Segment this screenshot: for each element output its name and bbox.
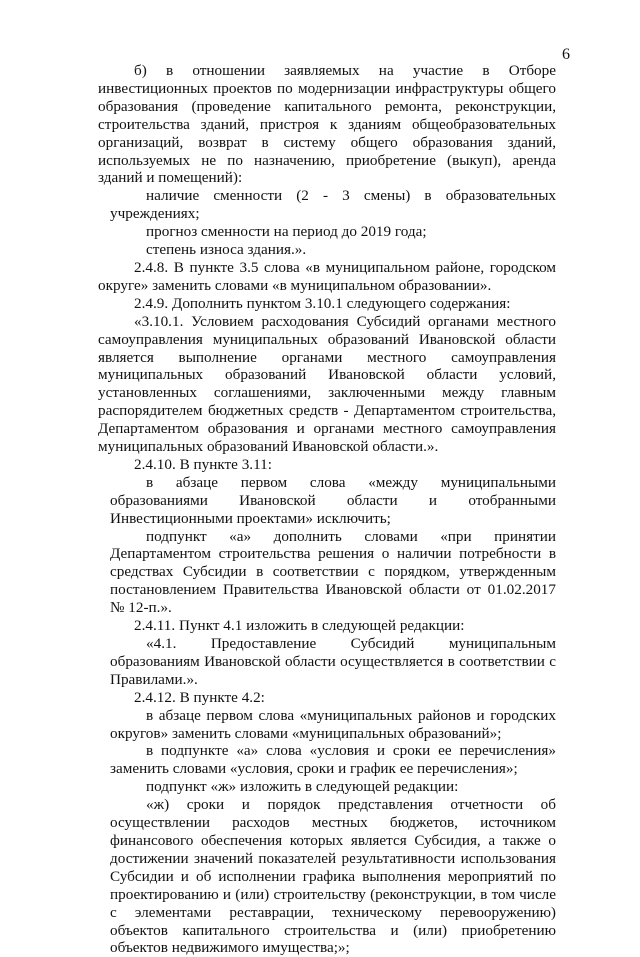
document-body	[98, 62, 556, 957]
criterion-shift-count: наличие сменности (2 - 3 смены) в образовательных учреждениях;	[110, 187, 556, 223]
clause-2-4-12-subparagraph-a: в подпункте «а» слова «условия и сроки ее перечисления» заменить словами «условия, сроки и график ее перечисления»;	[110, 742, 556, 778]
clause-2-4-11: 2.4.11. Пункт 4.1 изложить в следующей редакции:	[134, 617, 465, 635]
criterion-building-wear: степень износа здания.».	[146, 241, 307, 259]
clause-2-4-12-subparagraph-zh-heading: подпункт «ж» изложить в следующей редакции:	[146, 778, 459, 796]
page-number: 6	[562, 46, 570, 63]
clause-2-4-9: 2.4.9. Дополнить пунктом 3.10.1 следующего содержания:	[134, 294, 511, 312]
clause-2-4-10-first-paragraph: в абзаце первом слова «между муниципальными образованиями Ивановской области и отобранными Инвестиционными проектами» исключить;	[110, 473, 556, 527]
clause-2-4-12-first-paragraph: в абзаце первом слова «муниципальных районов и городских округов» заменить словами «муниципальных образований»;	[110, 706, 556, 742]
clause-3-10-1-text: «3.10.1. Условием расходования Субсидий органами местного самоуправления муниципальных образований Ивановской области является выполнение органами местного самоуправления муниципальных образований Ивановской области условий, установленных соглашениями, заключенными между главным распорядителем бюджетных средств - Департаментом строительства, Департаментом образования и органами местного самоуправления муниципальных образований Ивановской области.».	[98, 312, 556, 456]
clause-2-4-12: 2.4.12. В пункте 4.2:	[134, 688, 265, 706]
paragraph-b-criteria: б) в отношении заявляемых на участие в Отборе инвестиционных проектов по модернизации инфраструктуры общего образования (проведение капитального ремонта, реконструкции, строительства зданий, пристроя к зданиям общеобразовательных организаций, возврат в систему общего образования зданий, используемых не по назначению, приобретение (выкуп), аренда зданий и помещений):	[98, 62, 556, 187]
clause-subparagraph-zh-text: «ж) сроки и порядок представления отчетности об осуществлении расходов местных бюджетов, источником финансового обеспечения которых является Субсидия, а также о достижении значений показателей результативности использования Субсидии и об исполнении графика выполнения мероприятий по проектированию и (или) строительству (реконструкции, в том числе с элементами реставрации, техническому перевооружению) объектов капитального строительства и (или) приобретению объектов недвижимого имущества;»;	[110, 796, 556, 957]
criterion-shift-forecast: прогноз сменности на период до 2019 года;	[146, 223, 427, 241]
clause-4-1-text: «4.1. Предоставление Субсидий муниципальным образованиям Ивановской области осуществляется в соответствии с Правилами.».	[110, 635, 556, 688]
clause-2-4-10: 2.4.10. В пункте 3.11:	[134, 455, 272, 473]
clause-2-4-10-subparagraph-a: подпункт «а» дополнить словами «при принятии Департаментом строительства решения о наличии потребности в средствах Субсидии в соответствии с порядком, утвержденным постановлением Правительства Ивановской области от 01.02.2017 № 12-п.».	[110, 527, 556, 617]
clause-2-4-8: 2.4.8. В пункте 3.5 слова «в муниципальном районе, городском округе» заменить словами «в муниципальном образовании».	[98, 258, 556, 294]
